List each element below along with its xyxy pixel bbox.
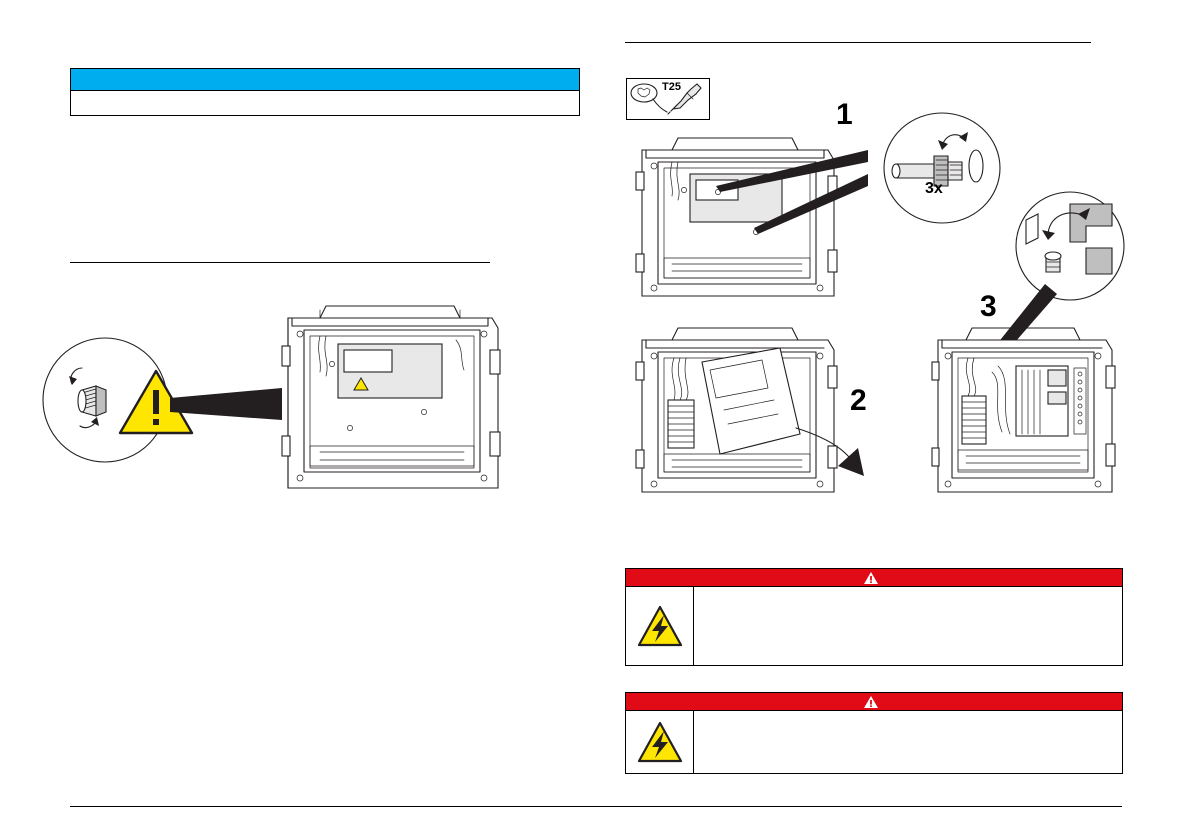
figure-step-1 — [632, 128, 882, 308]
info-table-header — [71, 69, 579, 91]
info-table — [70, 68, 580, 116]
figure-ground-screw — [20, 300, 510, 500]
warning-title-bar-2 — [626, 693, 1122, 711]
footer-divider — [70, 806, 1122, 807]
step-number-3: 3 — [980, 290, 997, 323]
detail-screw-step-1 — [880, 108, 1016, 228]
warning-box-2 — [625, 692, 1123, 774]
warning-triangle-icon — [864, 572, 878, 584]
warning-box-1 — [625, 568, 1123, 666]
warning-text-1 — [694, 587, 1122, 665]
step-number-1: 1 — [836, 98, 853, 131]
figure-step-3 — [930, 322, 1130, 512]
step-1-count: 3x — [925, 180, 943, 197]
electrical-hazard-icon — [637, 605, 683, 647]
step-number-2: 2 — [850, 384, 867, 417]
warning-triangle-icon — [864, 696, 878, 708]
warning-icon-cell-2 — [626, 711, 694, 773]
warning-title-bar-1 — [626, 569, 1122, 587]
warning-icon-cell-1 — [626, 587, 694, 665]
warning-body-2 — [626, 711, 1122, 773]
warning-text-2 — [694, 711, 1122, 773]
section-divider — [70, 262, 490, 263]
top-divider-right — [625, 42, 1091, 43]
tool-label: T25 — [662, 81, 681, 93]
info-table-body — [71, 91, 579, 115]
electrical-hazard-icon — [637, 721, 683, 763]
figure-step-2 — [632, 322, 882, 512]
warning-body-1 — [626, 587, 1122, 665]
enclosure-illustration — [282, 306, 500, 488]
